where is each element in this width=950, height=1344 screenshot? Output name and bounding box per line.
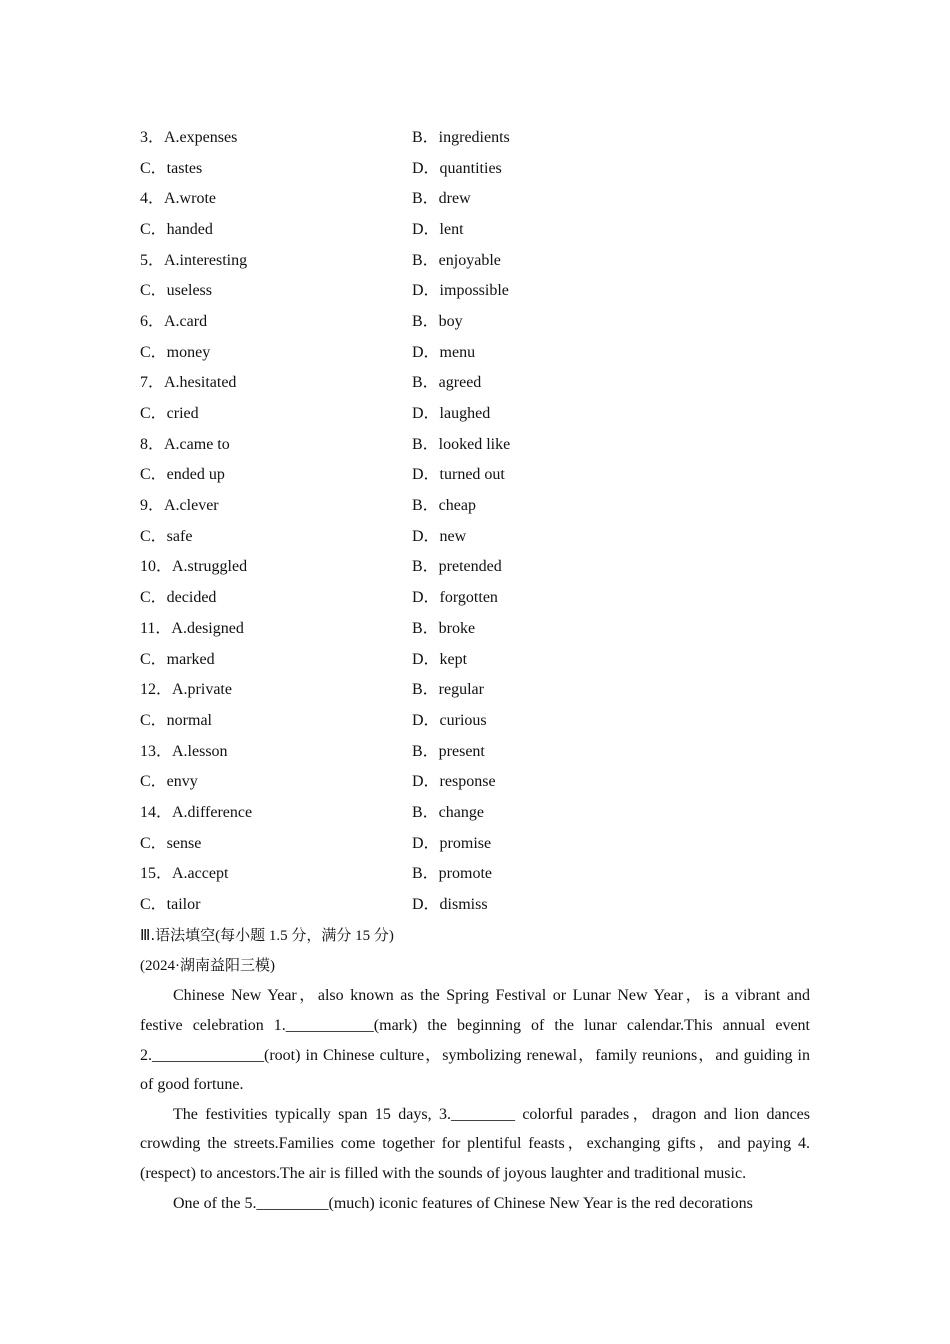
option-left: 15．A.accept <box>140 865 229 883</box>
option-right: B．enjoyable <box>412 251 501 269</box>
option-row <box>140 580 820 611</box>
option-left: C．ended up <box>140 466 225 484</box>
option-right: B．broke <box>412 619 476 637</box>
option-row <box>140 703 820 734</box>
option-right: B．drew <box>412 190 471 208</box>
option-row <box>140 795 820 826</box>
option-row <box>140 366 820 397</box>
option-left: C．marked <box>140 650 215 668</box>
option-left: C．tastes <box>140 159 203 177</box>
option-left: C．handed <box>140 220 213 238</box>
grammar-section <box>140 920 810 1218</box>
passage-paragraph-3: One of the 5._________(much) iconic features of Chinese New Year is the red decorations <box>173 1194 753 1212</box>
option-right: B．cheap <box>412 497 476 515</box>
option-row <box>140 273 820 304</box>
option-row <box>140 826 820 857</box>
option-right: B．looked like <box>412 435 511 453</box>
option-row <box>140 120 820 151</box>
option-left: 8．A.came to <box>140 435 230 453</box>
option-row <box>140 181 820 212</box>
option-row <box>140 642 820 673</box>
option-left: 12．A.private <box>140 681 232 699</box>
option-row <box>140 764 820 795</box>
option-row <box>140 304 820 335</box>
option-right: D．laughed <box>412 405 491 423</box>
option-row <box>140 335 820 366</box>
option-row <box>140 734 820 765</box>
option-row <box>140 887 820 918</box>
option-left: 3．A.expenses <box>140 128 238 146</box>
option-left: C．envy <box>140 773 198 791</box>
passage-paragraph-2: The festivities typically span 15 days, 3.________ colorful parades，dragon and lion dances crowding the streets.Families come together for plentiful feasts，exchanging gifts，and paying 4.(respect) to ancestors.The air is filled with the sounds of joyous laughter and traditional music. <box>140 1105 811 1182</box>
option-right: B．ingredients <box>412 128 510 146</box>
option-right: D．curious <box>412 711 487 729</box>
option-row <box>140 857 820 888</box>
option-row <box>140 427 820 458</box>
section-heading <box>140 920 810 951</box>
option-right: D．impossible <box>412 282 509 300</box>
option-left: C．cried <box>140 405 199 423</box>
option-left: C．money <box>140 343 211 361</box>
option-row <box>140 488 820 519</box>
option-left: 7．A.hesitated <box>140 374 237 392</box>
option-left: C．tailor <box>140 896 201 914</box>
option-right: D．response <box>412 773 496 791</box>
option-right: D．turned out <box>412 466 505 484</box>
option-right: B．agreed <box>412 374 482 392</box>
option-row <box>140 212 820 243</box>
option-left: 11．A.designed <box>140 619 244 637</box>
option-left: 13．A.lesson <box>140 742 228 760</box>
option-right: B．present <box>412 742 485 760</box>
option-right: B．boy <box>412 312 463 330</box>
option-left: C．normal <box>140 711 212 729</box>
option-left: 6．A.card <box>140 312 208 330</box>
option-left: 14．A.difference <box>140 803 253 821</box>
option-right: D．new <box>412 527 467 545</box>
option-left: 9．A.clever <box>140 497 219 515</box>
option-row <box>140 458 820 489</box>
option-right: D．quantities <box>412 159 502 177</box>
option-left: C．sense <box>140 834 202 852</box>
option-right: D．menu <box>412 343 476 361</box>
option-right: B．promote <box>412 865 492 883</box>
option-row <box>140 550 820 581</box>
option-row <box>140 519 820 550</box>
option-left: C．safe <box>140 527 193 545</box>
option-left: 5．A.interesting <box>140 251 248 269</box>
option-left: C．useless <box>140 282 213 300</box>
option-right: B．regular <box>412 681 484 699</box>
option-right: D．promise <box>412 834 492 852</box>
option-right: D．dismiss <box>412 896 488 914</box>
option-right: D．lent <box>412 220 464 238</box>
exam-source: (2024·湖南益阳三模) <box>140 957 275 974</box>
answer-options-list <box>140 120 820 918</box>
option-right: B．pretended <box>412 558 502 576</box>
option-row <box>140 611 820 642</box>
option-left: C．decided <box>140 589 217 607</box>
option-row <box>140 243 820 274</box>
option-left: 10．A.struggled <box>140 558 248 576</box>
option-right: D．kept <box>412 650 468 668</box>
passage-paragraph-1: Chinese New Year，also known as the Spring Festival or Lunar New Year，is a vibrant and festive celebration 1.___________(mark) the beginning of the lunar calendar.This annual event 2.______________(root) in Chinese culture，symbolizing renewal，family reunions，and guiding in of good fortune. <box>140 987 810 1094</box>
option-right: B．change <box>412 803 484 821</box>
section-title: Ⅲ.语法填空 <box>140 926 216 944</box>
section-scoring: (每小题 1.5 分，满分 15 分) <box>215 928 394 944</box>
option-left: 4．A.wrote <box>140 190 216 208</box>
option-row <box>140 396 820 427</box>
option-row <box>140 672 820 703</box>
option-right: D．forgotten <box>412 589 498 607</box>
option-row <box>140 151 820 182</box>
